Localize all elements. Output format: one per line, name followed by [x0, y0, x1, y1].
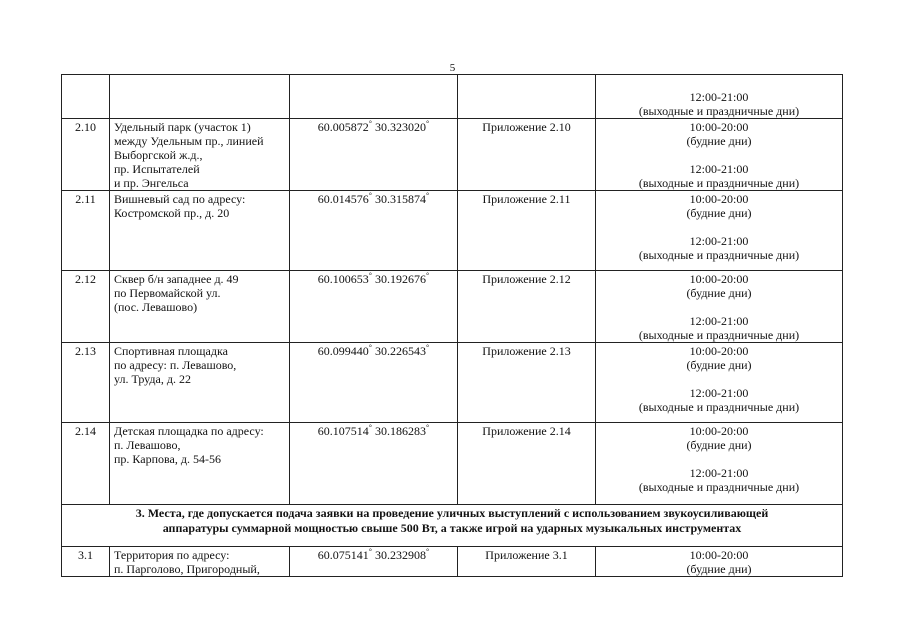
- place-line: п. Левашово,: [114, 438, 181, 452]
- place-line: пр. Карпова, д. 54-56: [114, 452, 221, 466]
- coordinates: [290, 271, 458, 343]
- longitude: 30.315874: [375, 192, 426, 206]
- place-line: по адресу: п. Левашово,: [114, 358, 237, 372]
- degree-mark: °: [426, 423, 430, 432]
- weekend-time: 12:00-21:00: [689, 90, 749, 104]
- table-row: [62, 271, 843, 343]
- latitude: 60.014576: [317, 192, 369, 206]
- row-number: 2.14: [62, 423, 110, 505]
- place-line: ул. Труда, д. 22: [114, 372, 191, 386]
- weekend-label: (выходные и праздничные дни): [638, 176, 800, 190]
- place-description: [110, 191, 290, 271]
- place-line: Выборгской ж.д.,: [114, 148, 203, 162]
- row-number: 2.12: [62, 271, 110, 343]
- weekend-time: 12:00-21:00: [689, 162, 749, 176]
- weekday-label: (будние дни): [686, 206, 752, 220]
- weekday-time: 10:00-20:00: [689, 548, 749, 562]
- degree-mark: °: [368, 343, 372, 352]
- weekend-time: 12:00-21:00: [689, 386, 749, 400]
- place-line: Спортивная площадка: [114, 344, 228, 358]
- appendix-ref: Приложение 2.11: [458, 191, 596, 271]
- degree-mark: °: [426, 119, 430, 128]
- section-heading-line: 3. Места, где допускается подача заявки на проведение уличных выступлений с использованием звукоусиливающей: [135, 506, 769, 520]
- table-row: [62, 119, 843, 191]
- place-line: Удельный парк (участок 1): [114, 120, 251, 134]
- latitude: 60.107514: [317, 424, 369, 438]
- longitude: 30.323020: [375, 120, 426, 134]
- weekday-label: (будние дни): [686, 438, 752, 452]
- place-line: Костромской пр., д. 20: [114, 206, 230, 220]
- degree-mark: °: [426, 343, 430, 352]
- degree-mark: °: [368, 423, 372, 432]
- weekend-label: (выходные и праздничные дни): [638, 480, 800, 494]
- place-line: по Первомайской ул.: [114, 286, 221, 300]
- schedule: [596, 423, 843, 505]
- degree-mark: °: [426, 191, 430, 200]
- weekday-time: 10:00-20:00: [689, 424, 749, 438]
- latitude: 60.100653: [317, 272, 369, 286]
- weekday-time: 10:00-20:00: [689, 272, 749, 286]
- coordinates: [290, 119, 458, 191]
- weekday-label: (будние дни): [686, 562, 752, 576]
- degree-mark: °: [426, 547, 430, 556]
- latitude: 60.099440: [317, 344, 369, 358]
- table-row-continuation: [62, 75, 843, 119]
- place-line: Детская площадка по адресу:: [114, 424, 264, 438]
- weekend-label: (выходные и праздничные дни): [638, 400, 800, 414]
- latitude: 60.005872: [317, 120, 369, 134]
- schedule: [596, 343, 843, 423]
- places-table: [61, 74, 843, 577]
- schedule: [596, 119, 843, 191]
- section-heading: [62, 505, 843, 547]
- place-description: [110, 271, 290, 343]
- degree-mark: °: [426, 271, 430, 280]
- appendix-ref: Приложение 3.1: [458, 547, 596, 577]
- row-number: 3.1: [62, 547, 110, 577]
- longitude: 30.186283: [375, 424, 426, 438]
- schedule: [596, 271, 843, 343]
- weekday-label: (будние дни): [686, 134, 752, 148]
- weekday-label: (будние дни): [686, 358, 752, 372]
- degree-mark: °: [368, 191, 372, 200]
- table-row: [62, 423, 843, 505]
- weekend-time: 12:00-21:00: [689, 314, 749, 328]
- degree-mark: °: [368, 271, 372, 280]
- place-description: [110, 119, 290, 191]
- place-line: Территория по адресу:: [114, 548, 230, 562]
- section-heading-line: аппаратуры суммарной мощностью свыше 500 Вт, а также игрой на ударных музыкальных инструментах: [162, 521, 742, 535]
- coordinates: [290, 191, 458, 271]
- place-line: и пр. Энгельса: [114, 176, 189, 190]
- weekday-time: 10:00-20:00: [689, 192, 749, 206]
- weekend-label: (выходные и праздничные дни): [638, 104, 800, 118]
- appendix-ref: Приложение 2.10: [458, 119, 596, 191]
- place-line: Вишневый сад по адресу:: [114, 192, 246, 206]
- place-line: между Удельным пр., линией: [114, 134, 264, 148]
- latitude: 60.075141: [317, 548, 369, 562]
- place-line: Сквер б/н западнее д. 49: [114, 272, 239, 286]
- place-description: [110, 547, 290, 577]
- longitude: 30.232908: [375, 548, 426, 562]
- weekend-label: (выходные и праздничные дни): [638, 248, 800, 262]
- appendix-ref: Приложение 2.14: [458, 423, 596, 505]
- appendix-ref: Приложение 2.12: [458, 271, 596, 343]
- schedule: [596, 547, 843, 577]
- weekend-label: (выходные и праздничные дни): [638, 328, 800, 342]
- appendix-ref: Приложение 2.13: [458, 343, 596, 423]
- place-description: [110, 423, 290, 505]
- longitude: 30.192676: [375, 272, 426, 286]
- weekday-time: 10:00-20:00: [689, 344, 749, 358]
- coordinates: [290, 423, 458, 505]
- page-number: 5: [449, 62, 456, 74]
- weekday-time: 10:00-20:00: [689, 120, 749, 134]
- row-number: 2.10: [62, 119, 110, 191]
- section-heading-row: [62, 505, 843, 547]
- weekend-time: 12:00-21:00: [689, 234, 749, 248]
- coordinates: [290, 343, 458, 423]
- schedule: [596, 191, 843, 271]
- place-description: [110, 343, 290, 423]
- degree-mark: °: [368, 119, 372, 128]
- coordinates: [290, 547, 458, 577]
- place-line: п. Парголово, Пригородный,: [114, 562, 260, 576]
- place-line: пр. Испытателей: [114, 162, 200, 176]
- table-row: [62, 547, 843, 577]
- table-row: [62, 191, 843, 271]
- weekday-label: (будние дни): [686, 286, 752, 300]
- row-number: 2.11: [62, 191, 110, 271]
- table-row: [62, 343, 843, 423]
- longitude: 30.226543: [375, 344, 426, 358]
- place-line: (пос. Левашово): [114, 300, 198, 314]
- row-number: 2.13: [62, 343, 110, 423]
- weekend-time: 12:00-21:00: [689, 466, 749, 480]
- degree-mark: °: [368, 547, 372, 556]
